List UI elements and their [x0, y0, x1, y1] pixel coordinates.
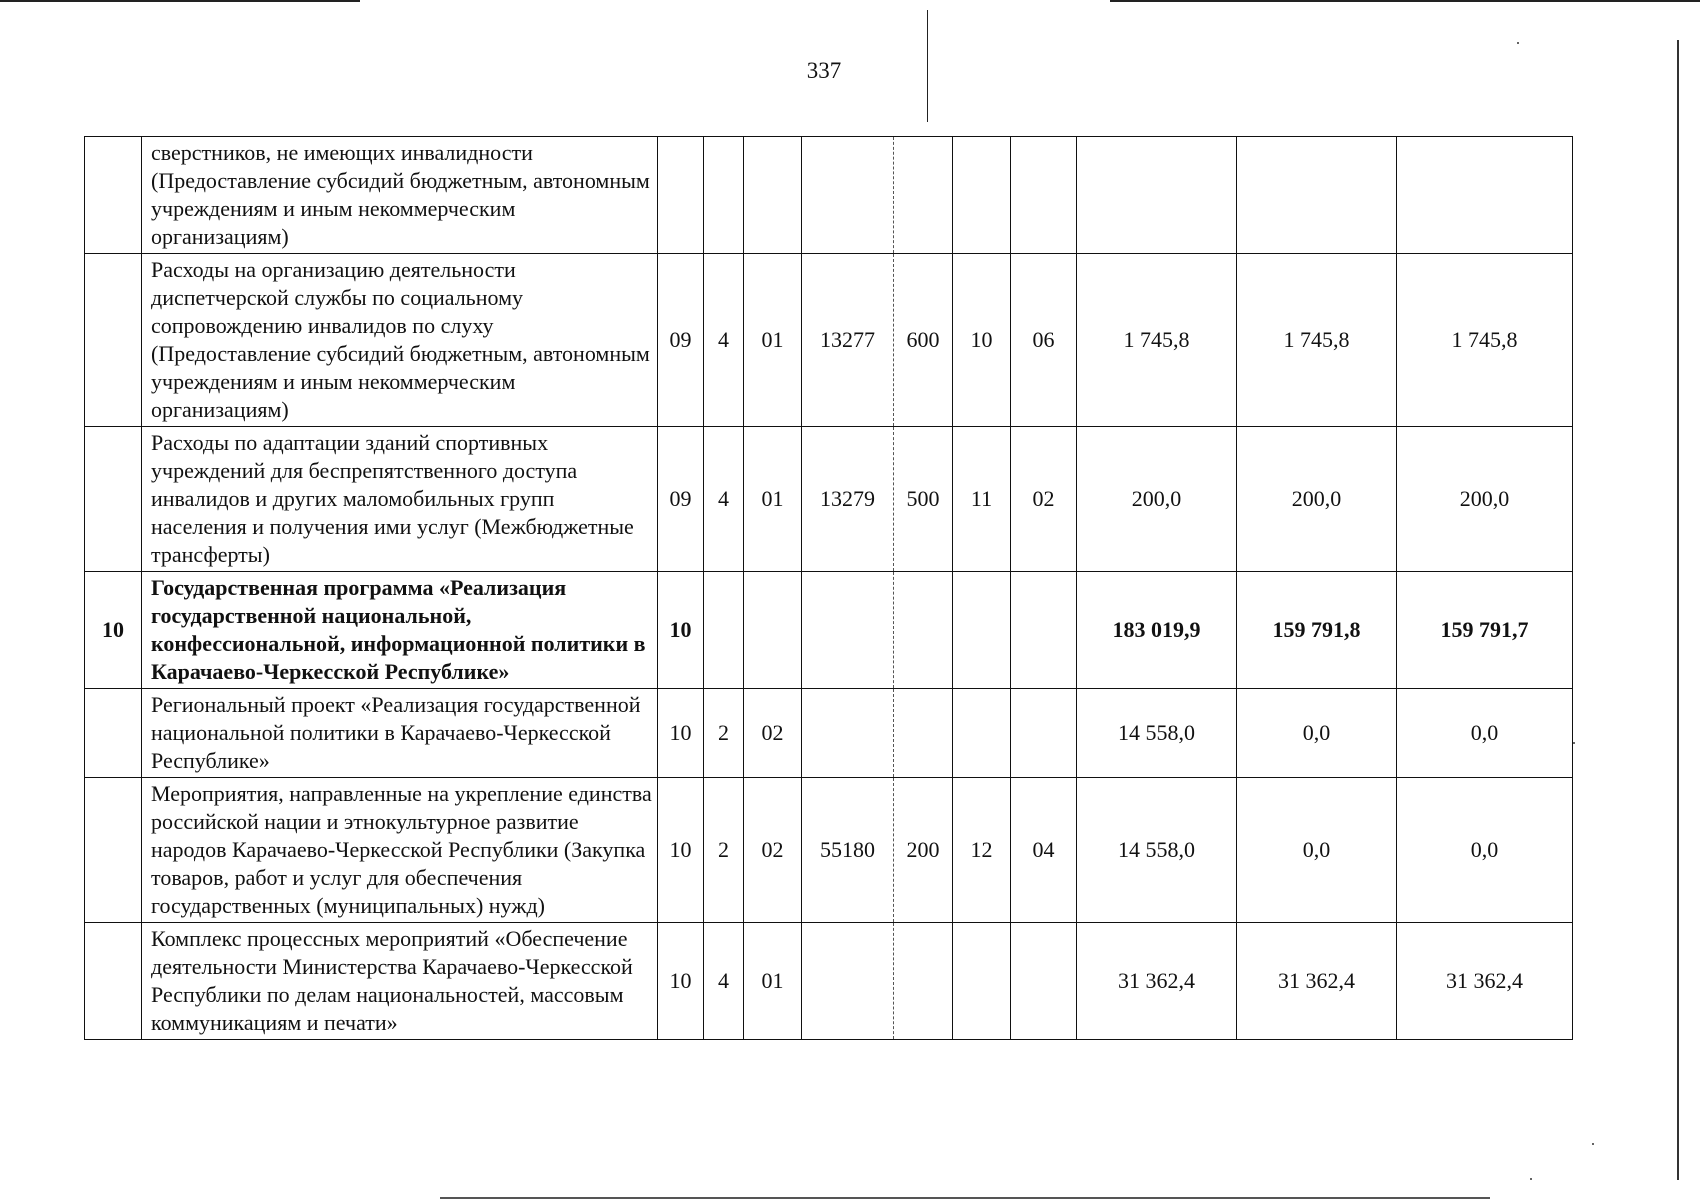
subsection-code-cell	[1011, 778, 1077, 923]
expense-type-cell	[894, 778, 953, 923]
subprogram-code: 2	[718, 837, 729, 862]
section-code-cell	[953, 778, 1011, 923]
direction-code: 55180	[820, 837, 875, 862]
section-code-cell	[953, 427, 1011, 572]
description-cell	[142, 923, 658, 1040]
row-description: Мероприятия, направленные на укрепление единства российской нации и этнокультурное развитие народов Карачаево-Черкесской Республики (Закупка товаров, работ и услуг для обеспечения государственных (муниципальных) нужд)	[151, 781, 652, 918]
amount-year1: 14 558,0	[1118, 837, 1195, 862]
amount-year2-cell	[1237, 427, 1397, 572]
amount-year1-cell	[1077, 572, 1237, 689]
subprogram-code-cell	[704, 254, 744, 427]
amount-year1: 183 019,9	[1112, 617, 1201, 642]
description-cell	[142, 689, 658, 778]
amount-year1-cell	[1077, 427, 1237, 572]
section-code-cell	[953, 254, 1011, 427]
row-description: Расходы по адаптации зданий спортивных учреждений для беспрепятственного доступа инвалидов и других маломобильных групп населения и получения ими услуг (Межбюджетные трансферты)	[151, 430, 634, 567]
fold-line	[927, 10, 929, 122]
event-code: 02	[761, 720, 784, 745]
description-cell	[142, 427, 658, 572]
row-description: сверстников, не имеющих инвалидности (Предоставление субсидий бюджетным, автономным учреждениям и иным некоммерческим организациям)	[151, 140, 650, 249]
program-code-cell	[658, 254, 704, 427]
amount-year1: 200,0	[1131, 486, 1182, 511]
amount-year2-cell	[1237, 137, 1397, 254]
row-description: Региональный проект «Реализация государственной национальной политики в Карачаево-Черкесской Республике»	[151, 692, 641, 773]
row-number: 10	[102, 617, 124, 642]
expense-type-cell	[894, 689, 953, 778]
row-number-cell	[85, 778, 142, 923]
amount-year2-cell	[1237, 254, 1397, 427]
subprogram-code-cell	[704, 778, 744, 923]
row-number-cell	[85, 923, 142, 1040]
amount-year2-cell	[1237, 923, 1397, 1040]
section-code-cell	[953, 689, 1011, 778]
subsection-code: 04	[1032, 837, 1055, 862]
amount-year2: 200,0	[1291, 486, 1342, 511]
table-row	[85, 427, 1573, 572]
amount-year2: 0,0	[1302, 837, 1331, 862]
subsection-code-cell	[1011, 137, 1077, 254]
expense-type-cell	[894, 254, 953, 427]
event-code: 01	[761, 486, 784, 511]
subsection-code-cell	[1011, 427, 1077, 572]
subsection-code-cell	[1011, 572, 1077, 689]
amount-year2: 31 362,4	[1278, 968, 1355, 993]
amount-year2-cell	[1237, 778, 1397, 923]
direction-code: 13277	[820, 327, 875, 352]
amount-year3: 200,0	[1459, 486, 1510, 511]
amount-year1-cell	[1077, 137, 1237, 254]
expense-type-cell	[894, 923, 953, 1040]
amount-year3-cell	[1397, 778, 1573, 923]
subprogram-code: 4	[718, 327, 729, 352]
subprogram-code: 2	[718, 720, 729, 745]
section-code-cell	[953, 923, 1011, 1040]
description-cell	[142, 254, 658, 427]
direction-code: 13279	[820, 486, 875, 511]
event-code-cell	[744, 427, 802, 572]
event-code: 01	[761, 968, 784, 993]
page-number: 337	[806, 58, 842, 83]
subprogram-code-cell	[704, 137, 744, 254]
amount-year2: 159 791,8	[1272, 617, 1361, 642]
program-code-cell	[658, 778, 704, 923]
program-code-cell	[658, 923, 704, 1040]
expense-type-code: 200	[906, 837, 940, 862]
expense-type-cell	[894, 572, 953, 689]
program-code-cell	[658, 427, 704, 572]
amount-year1-cell	[1077, 254, 1237, 427]
table-row	[85, 254, 1573, 427]
expense-type-cell	[894, 427, 953, 572]
table-row	[85, 689, 1573, 778]
subsection-code-cell	[1011, 689, 1077, 778]
subprogram-code-cell	[704, 689, 744, 778]
amount-year3: 0,0	[1470, 720, 1499, 745]
budget-table	[84, 136, 1573, 1040]
budget-table-body	[85, 137, 1573, 1040]
scan-speck	[1573, 742, 1575, 744]
amount-year3-cell	[1397, 689, 1573, 778]
subprogram-code: 4	[718, 486, 729, 511]
scan-speck	[1592, 1143, 1594, 1145]
amount-year3: 1 745,8	[1451, 327, 1518, 352]
section-code-cell	[953, 572, 1011, 689]
amount-year1: 14 558,0	[1118, 720, 1195, 745]
amount-year1-cell	[1077, 689, 1237, 778]
amount-year3: 31 362,4	[1446, 968, 1523, 993]
row-description: Расходы на организацию деятельности диспетчерской службы по социальному сопровождению инвалидов по слуху (Предоставление субсидий бюджетным, автономным учреждениям и иным некоммерческим организациям)	[151, 257, 650, 422]
amount-year1: 31 362,4	[1118, 968, 1195, 993]
amount-year3-cell	[1397, 427, 1573, 572]
program-code: 10	[669, 720, 692, 745]
description-cell	[142, 572, 658, 689]
table-row	[85, 778, 1573, 923]
table-row	[85, 923, 1573, 1040]
direction-code-cell	[802, 778, 894, 923]
program-code: 09	[669, 327, 692, 352]
amount-year1-cell	[1077, 923, 1237, 1040]
event-code-cell	[744, 254, 802, 427]
amount-year3: 0,0	[1470, 837, 1499, 862]
row-number-cell	[85, 254, 142, 427]
subsection-code-cell	[1011, 923, 1077, 1040]
event-code-cell	[744, 689, 802, 778]
amount-year2-cell	[1237, 572, 1397, 689]
direction-code-cell	[802, 689, 894, 778]
row-number-cell	[85, 137, 142, 254]
direction-code-cell	[802, 923, 894, 1040]
scan-edge-right	[1677, 40, 1679, 1180]
program-code-cell	[658, 137, 704, 254]
event-code-cell	[744, 778, 802, 923]
event-code-cell	[744, 572, 802, 689]
scan-speck	[1517, 42, 1519, 44]
scan-edge-bottom	[440, 1197, 1490, 1199]
event-code: 02	[761, 837, 784, 862]
subprogram-code-cell	[704, 923, 744, 1040]
direction-code-cell	[802, 572, 894, 689]
subsection-code: 02	[1032, 486, 1055, 511]
direction-code-cell	[802, 427, 894, 572]
program-code: 10	[669, 617, 692, 642]
subprogram-code: 4	[718, 968, 729, 993]
amount-year1-cell	[1077, 778, 1237, 923]
program-code: 10	[669, 968, 692, 993]
amount-year1: 1 745,8	[1123, 327, 1190, 352]
section-code: 11	[970, 486, 993, 511]
subsection-code: 06	[1032, 327, 1055, 352]
direction-code-cell	[802, 137, 894, 254]
section-code: 10	[970, 327, 993, 352]
direction-code-cell	[802, 254, 894, 427]
row-number-cell	[85, 689, 142, 778]
program-code-cell	[658, 572, 704, 689]
subsection-code-cell	[1011, 254, 1077, 427]
table-row	[85, 572, 1573, 689]
expense-type-code: 500	[906, 486, 940, 511]
event-code: 01	[761, 327, 784, 352]
row-number-cell	[85, 427, 142, 572]
program-code: 09	[669, 486, 692, 511]
section-code: 12	[970, 837, 993, 862]
expense-type-cell	[894, 137, 953, 254]
amount-year2: 1 745,8	[1283, 327, 1350, 352]
program-code: 10	[669, 837, 692, 862]
scan-edge-top-right	[1110, 0, 1700, 2]
scan-edge-top-left	[0, 0, 360, 2]
subprogram-code-cell	[704, 572, 744, 689]
amount-year3-cell	[1397, 923, 1573, 1040]
amount-year3-cell	[1397, 137, 1573, 254]
row-number-cell	[85, 572, 142, 689]
event-code-cell	[744, 923, 802, 1040]
program-code-cell	[658, 689, 704, 778]
amount-year3-cell	[1397, 572, 1573, 689]
amount-year3-cell	[1397, 254, 1573, 427]
event-code-cell	[744, 137, 802, 254]
expense-type-code: 600	[906, 327, 940, 352]
description-cell	[142, 778, 658, 923]
row-description: Государственная программа «Реализация государственной национальной, конфессиональной, информационной политики в Карачаево-Черкесской Республике»	[151, 575, 646, 684]
row-description: Комплекс процессных мероприятий «Обеспечение деятельности Министерства Карачаево-Черкесской Республики по делам национальностей, массовым коммуникациям и печати»	[151, 926, 633, 1035]
section-code-cell	[953, 137, 1011, 254]
subprogram-code-cell	[704, 427, 744, 572]
amount-year3: 159 791,7	[1440, 617, 1529, 642]
amount-year2: 0,0	[1302, 720, 1331, 745]
description-cell	[142, 137, 658, 254]
table-row	[85, 137, 1573, 254]
amount-year2-cell	[1237, 689, 1397, 778]
scan-speck	[1530, 1178, 1532, 1180]
